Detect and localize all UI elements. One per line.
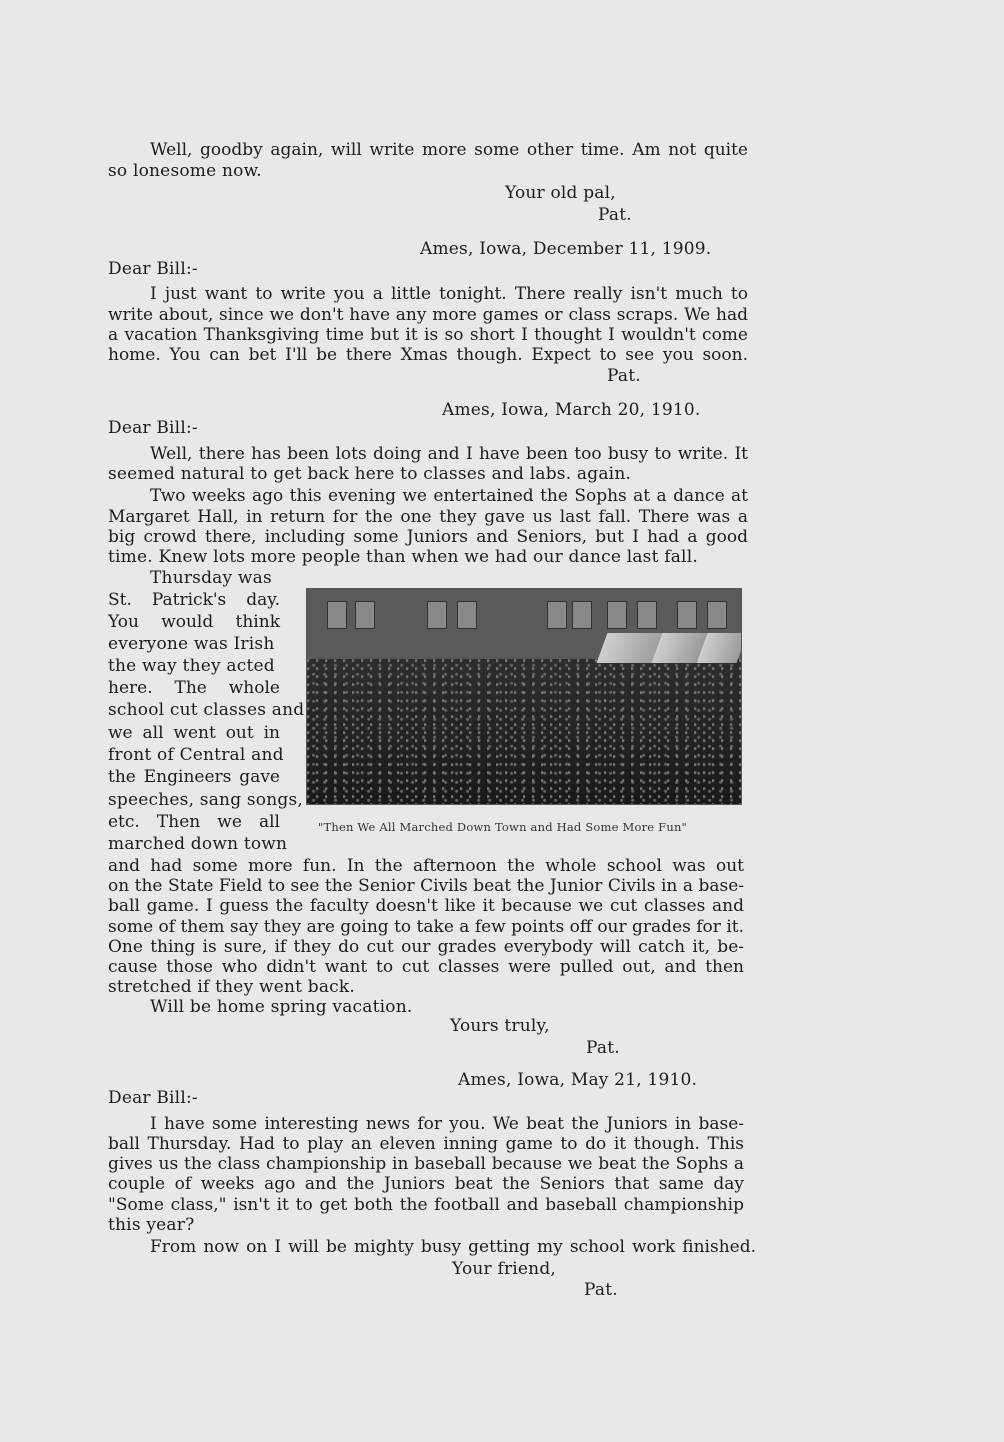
body-line: Thursday was <box>150 568 272 588</box>
body-line: Two weeks ago this evening we entertained the Sophs at a dance at <box>150 486 748 506</box>
body-line: Margaret Hall, in return for the one they gave us last fall. There was a <box>108 507 748 527</box>
body-line: the way they acted <box>108 656 275 676</box>
body-line: gives us the class championship in baseball because we beat the Sophs a <box>108 1154 744 1174</box>
body-line: the Engineers gave <box>108 767 280 787</box>
closing: Your friend, <box>452 1259 557 1279</box>
body-line: couple of weeks ago and the Juniors beat the Seniors that same day <box>108 1174 744 1194</box>
body-line: write about, since we don't have any more games or class scraps. We had <box>108 305 748 325</box>
body-line: and had some more fun. In the afternoon the whole school was out <box>108 856 744 876</box>
body-line: stretched if they went back. <box>108 977 356 997</box>
dateline: Ames, Iowa, December 11, 1909. <box>420 239 712 259</box>
body-line: One thing is sure, if they do cut our grades everybody will catch it, be- <box>108 937 744 957</box>
crowd <box>307 659 741 804</box>
signature: Pat. <box>607 366 641 386</box>
body-line: St. Patrick's day. <box>108 590 280 610</box>
body-line: a vacation Thanksgiving time but it is so short I thought I wouldn't come <box>108 325 748 345</box>
body-line: some of them say they are going to take a few points off our grades for it. <box>108 917 744 937</box>
body-line: I have some interesting news for you. We beat the Juniors in base- <box>150 1114 744 1134</box>
body-line: seemed natural to get back here to classes and labs. again. <box>108 464 632 484</box>
body-line: ball Thursday. Had to play an eleven inning game to do it though. This <box>108 1134 744 1154</box>
body-line: etc. Then we all <box>108 812 280 832</box>
body-line: time. Knew lots more people than when we had our dance last fall. <box>108 547 698 567</box>
body-line: Will be home spring vacation. <box>150 997 413 1017</box>
body-line: speeches, sang songs, <box>108 790 304 810</box>
body-line: here. The whole <box>108 678 280 698</box>
body-line: From now on I will be mighty busy getting my school work finished. <box>150 1237 756 1257</box>
crowd-photograph <box>306 588 742 805</box>
body-line: "Some class," isn't it to get both the football and baseball championship <box>108 1195 744 1215</box>
salutation: Dear Bill:- <box>108 418 198 438</box>
body-line: school cut classes and <box>108 700 305 720</box>
salutation: Dear Bill:- <box>108 1088 198 1108</box>
body-line: marched down town <box>108 834 288 854</box>
closing: Your old pal, <box>505 183 616 203</box>
body-line: this year? <box>108 1215 195 1235</box>
body-line: Well, goodby again, will write more some other time. Am not quite <box>150 140 748 160</box>
closing: Yours truly, <box>450 1016 550 1036</box>
signature: Pat. <box>584 1280 618 1300</box>
body-line: front of Central and <box>108 745 284 765</box>
body-line: on the State Field to see the Senior Civils beat the Junior Civils in a base- <box>108 876 744 896</box>
body-line: cause those who didn't want to cut classes were pulled out, and then <box>108 957 744 977</box>
body-line: big crowd there, including some Juniors and Seniors, but I had a good <box>108 527 748 547</box>
body-line: everyone was Irish <box>108 634 275 654</box>
signature: Pat. <box>586 1038 620 1058</box>
body-line: home. You can bet I'll be there Xmas though. Expect to see you soon. <box>108 345 748 365</box>
salutation: Dear Bill:- <box>108 259 198 279</box>
body-line: You would think <box>108 612 280 632</box>
dateline: Ames, Iowa, March 20, 1910. <box>442 400 701 420</box>
body-line: ball game. I guess the faculty doesn't like it because we cut classes and <box>108 896 744 916</box>
body-line: so lonesome now. <box>108 161 262 181</box>
body-line: Well, there has been lots doing and I have been too busy to write. It <box>150 444 748 464</box>
photo-caption: "Then We All Marched Down Town and Had Some More Fun" <box>318 820 688 834</box>
body-line: I just want to write you a little tonight. There really isn't much to <box>150 284 748 304</box>
body-line: we all went out in <box>108 723 280 743</box>
dateline: Ames, Iowa, May 21, 1910. <box>458 1070 698 1090</box>
signature: Pat. <box>598 205 632 225</box>
